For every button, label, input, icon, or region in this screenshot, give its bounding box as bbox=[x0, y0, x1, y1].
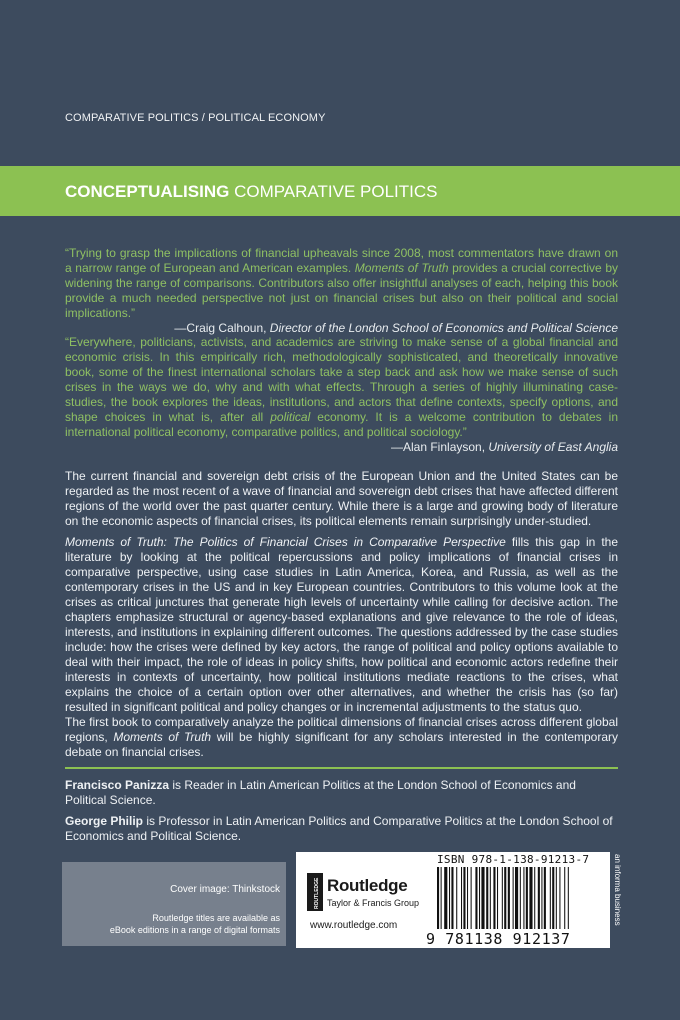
cover-credit: Cover image: Thinkstock bbox=[170, 884, 280, 895]
attribution-name: —Alan Finlayson, bbox=[391, 440, 489, 454]
informa-label: an informa business bbox=[613, 854, 622, 926]
series-label: COMPARATIVE POLITICS / POLITICAL ECONOMY bbox=[65, 112, 326, 124]
book-title: Moments of Truth bbox=[113, 730, 212, 744]
publisher-url[interactable]: www.routledge.com bbox=[310, 920, 398, 931]
routledge-logo-icon bbox=[307, 873, 323, 911]
endorsement-quote-2 bbox=[65, 335, 618, 455]
quote-text: economy. It is a welcome contribution to debates in international political economy, comparative politics, and political sociology.” bbox=[65, 410, 618, 439]
quote-text: “Everywhere, politicians, activists, and academics are striving to make sense of a global financial and economic crisis. In this empirically rich, methodologically sophisticated, and theoretically innovative book, some of the finest international scholars take a step back and ask how we make sense of such crises in the ways we do, why and with what effects. Through a series of highly illuminating case-studies, the book explores the ideas, institutions, and actors that define contexts, specify options, and shape choices in what is, after all bbox=[65, 335, 618, 424]
publisher-name: Routledge bbox=[327, 876, 408, 895]
cover-credit-box bbox=[62, 862, 286, 946]
quote-text: provides a crucial corrective by widening the range of comparisons. Contributors also offer insightful analyses of each, helping this book provide a much needed perspective not just on financial crises but also on their political and social implications.” bbox=[65, 261, 618, 320]
attribution-role: Director of the London School of Economics and Political Science bbox=[269, 321, 618, 335]
attribution-role: University of East Anglia bbox=[488, 440, 618, 454]
quote-emphasis: political bbox=[270, 410, 311, 424]
editor-description: is Professor in Latin American Politics and Comparative Politics at the London School of Economics and Political Science. bbox=[65, 814, 613, 843]
editor-bio-1 bbox=[65, 778, 618, 808]
description-paragraph-1: The current financial and sovereign debt crisis of the European Union and the United States can be regarded as the most recent of a wave of financial and sovereign debt crises that have affected different regions of the world over the past quarter century. While there is a large and growing body of literature on the economic aspects of financial crises, its political elements remain surprisingly under-studied. bbox=[65, 469, 618, 528]
ebook-note bbox=[110, 912, 280, 936]
paragraph-text: fills this gap in the literature by looking at the political repercussions and policy implications of financial crises in comparative perspective, using case studies in Latin America, Korea, and Russia, as well as the contemporary crises in the US and in key European countries. Contributors to this volume look at the crises as critical junctures that generate high levels of uncertainty while calling for decisive action. The chapters emphasize structural or agency-based explanations and give relevance to the role of ideas, interests, and institutions in explaining different outcomes. The questions addressed by the case studies include: how the crises were defined by key actors, the range of political and policy options available to deal with their impact, the role of ideas in policy shifts, how political and economic actors redefine their interests in contexts of uncertainty, how political institutions mediate reactions to the crises, what explains the choice of a certain option over other alternatives, and whether the crisis has (so far) resulted in significant political and policy changes or in incremental adjustments to the status quo. bbox=[65, 535, 618, 714]
endorsement-quote-1 bbox=[65, 246, 618, 336]
series-title-rest: COMPARATIVE POLITICS bbox=[229, 182, 438, 201]
description-paragraph-3 bbox=[65, 715, 618, 760]
book-title: Moments of Truth: The Politics of Financial Crises in Comparative Perspective bbox=[65, 535, 506, 549]
attribution-name: —Craig Calhoun, bbox=[174, 321, 270, 335]
isbn-label: ISBN 978-1-138-91213-7 bbox=[437, 853, 590, 866]
series-title-bold: CONCEPTUALISING bbox=[65, 182, 230, 201]
editor-description: is Reader in Latin American Politics at the London School of Economics and Political Science. bbox=[65, 778, 576, 807]
quote-text: “Trying to grasp the implications of financial upheavals since 2008, most commentators have drawn on a narrow range of European and American examples. bbox=[65, 246, 618, 275]
publisher-group: Taylor & Francis Group bbox=[327, 898, 420, 908]
quote-attribution bbox=[65, 440, 618, 455]
description-paragraph-2 bbox=[65, 535, 618, 715]
ebook-note-line: eBook editions in a range of digital formats bbox=[109, 925, 280, 935]
paragraph-text: will be highly significant for any scholars interested in the contemporary debate on financial crises. bbox=[65, 730, 619, 759]
barcode bbox=[437, 867, 607, 929]
ebook-note-line: Routledge titles are available as bbox=[152, 913, 280, 923]
barcode-digits: 9 781138 912137 bbox=[426, 930, 571, 948]
paragraph-text: The first book to comparatively analyze the political dimensions of financial crises across different global regions, bbox=[65, 715, 618, 744]
publisher-barcode-box bbox=[296, 852, 610, 948]
editor-name: George Philip bbox=[65, 814, 144, 828]
quote-attribution bbox=[65, 321, 618, 336]
editor-bio-2 bbox=[65, 814, 618, 844]
editor-name: Francisco Panizza bbox=[65, 778, 170, 792]
routledge-logo-text: ROUTLEDGE bbox=[314, 877, 320, 909]
divider bbox=[65, 767, 618, 769]
quote-book-title: Moments of Truth bbox=[354, 261, 449, 275]
series-title bbox=[65, 182, 437, 202]
